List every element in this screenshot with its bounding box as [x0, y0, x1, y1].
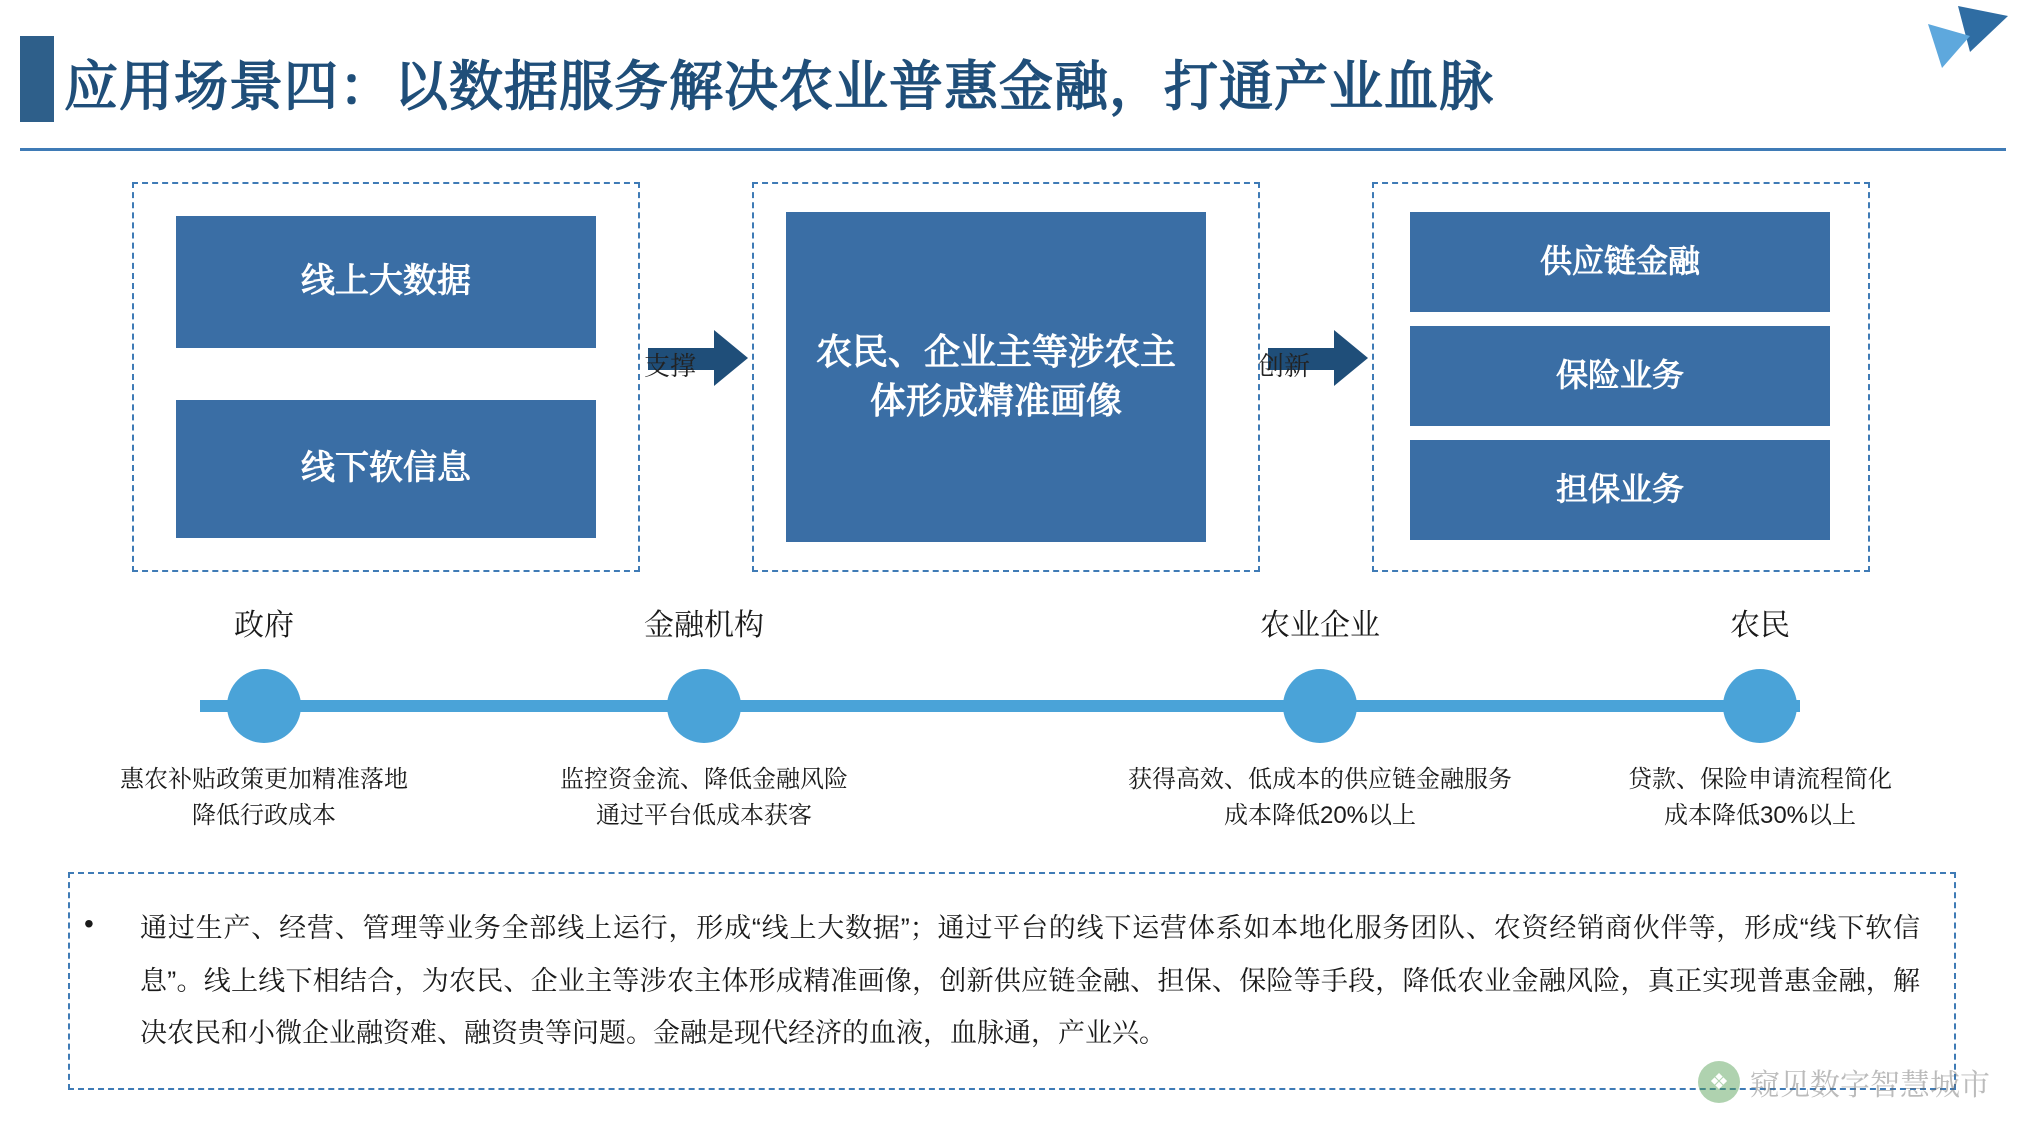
timeline-label-government: 政府: [234, 609, 294, 642]
timeline-node-farmer: [1723, 669, 1797, 743]
watermark-logo-icon: ❖: [1698, 1061, 1740, 1103]
title-divider: [20, 148, 2006, 151]
arrow-head: [714, 330, 748, 386]
flow-box-precise-profile: 农民、企业主等涉农主体形成精准画像: [786, 212, 1206, 542]
timeline-label-farmer: 农民: [1730, 609, 1790, 642]
timeline-desc-farmer: 贷款、保险申请流程简化 成本降低30%以上: [1628, 766, 1892, 829]
page-title: 应用场景四：以数据服务解决农业普惠金融，打通产业血脉: [64, 57, 1494, 117]
timeline-desc-agri-enterprise: 获得高效、低成本的供应链金融服务 成本降低20%以上: [1128, 766, 1512, 829]
timeline-node-financial-institution: [667, 669, 741, 743]
timeline-track: [200, 700, 1800, 712]
flow-arrow-innovation-label: 创新: [1258, 351, 1311, 381]
title-accent-bar: [20, 36, 54, 122]
arrow-head: [1334, 330, 1368, 386]
flow-box-supply-chain-finance: 供应链金融: [1410, 212, 1830, 312]
timeline-desc-financial-institution: 监控资金流、降低金融风险 通过平台低成本获客: [560, 766, 848, 829]
flow-box-guarantee-business: 担保业务: [1410, 440, 1830, 540]
timeline-desc-government: 惠农补贴政策更加精准落地 降低行政成本: [120, 766, 408, 829]
flow-box-online-bigdata: 线上大数据: [176, 216, 596, 348]
summary-bullet-icon: •: [84, 908, 94, 939]
timeline-node-agri-enterprise: [1283, 669, 1357, 743]
summary-text: 通过生产、经营、管理等业务全部线上运行，形成“线上大数据”；通过平台的线下运营体系如本地化服务团队、农资经销商伙伴等，形成“线下软信息”。线上线下相结合，为农民、企业主等涉农主体形成精准画像，创新供应链金融、担保、保险等手段，降低农业金融风险，真正实现普惠金融，解决农民和小微企业融资难、融资贵等问题。金融是现代经济的血液，血脉通，产业兴。: [140, 913, 1920, 1049]
flow-box-insurance-business: 保险业务: [1410, 326, 1830, 426]
flow-box-offline-softinfo: 线下软信息: [176, 400, 596, 538]
decorative-triangles-icon: [1898, 6, 2008, 86]
flow-arrow-support-label: 支撑: [644, 351, 697, 381]
watermark-text: 窥见数字智慧城市: [1750, 1069, 1990, 1102]
timeline-label-financial-institution: 金融机构: [644, 609, 764, 642]
watermark: [1698, 1060, 1990, 1104]
timeline-node-government: [227, 669, 301, 743]
timeline-label-agri-enterprise: 农业企业: [1260, 609, 1380, 642]
